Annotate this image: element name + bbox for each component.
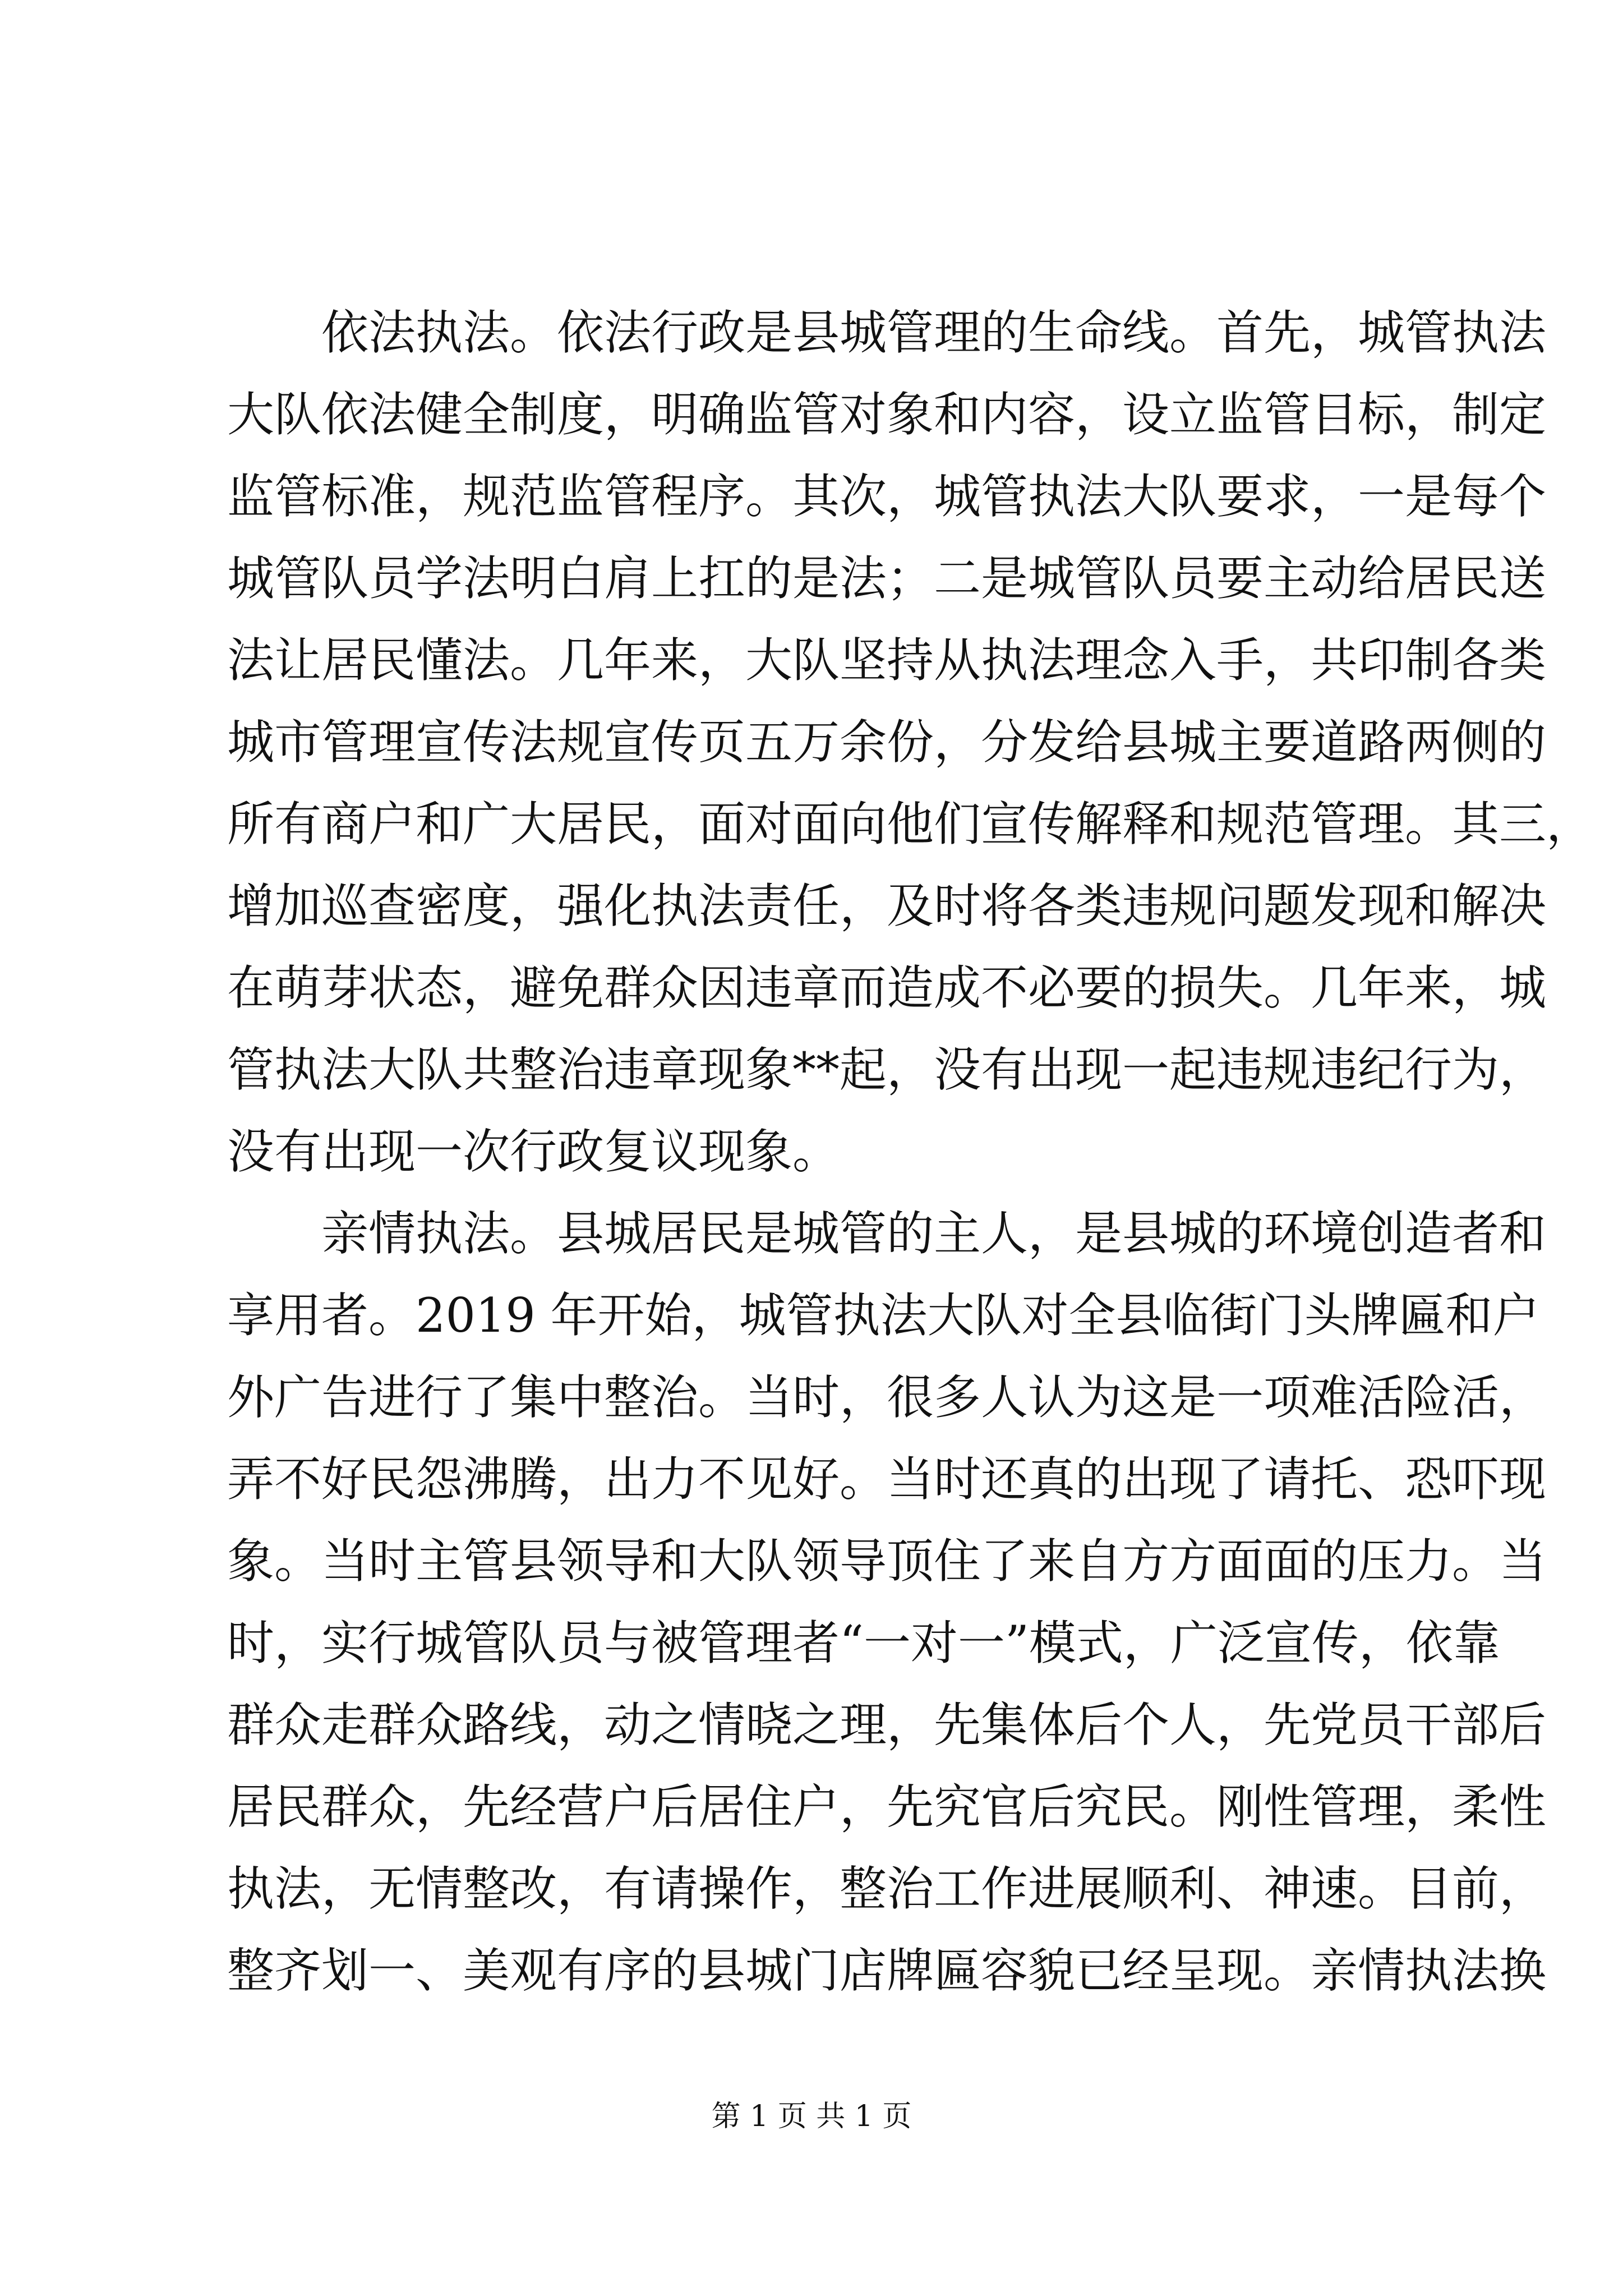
text-line: 享用者。2019 年开始，城管执法大队对全县临街门头牌匾和户 [227, 1288, 1540, 1343]
text-line: 弄不好民怨沸腾，出力不见好。当时还真的出现了请托、恐吓现 [227, 1452, 1547, 1507]
text-line: 时，实行城管队员与被管理者“一对一”模式，广泛宣传，依靠 [227, 1616, 1500, 1671]
text-line: 亲情执法。县城居民是城管的主人，是县城的环境创造者和 [321, 1206, 1547, 1261]
text-line: 管执法大队共整治违章现象**起，没有出现一起违规违纪行为， [227, 1042, 1547, 1097]
text-line: 城市管理宣传法规宣传页五万余份，分发给县城主要道路两侧的 [227, 715, 1547, 770]
text-line: 增加巡查密度，强化执法责任，及时将各类违规问题发现和解决 [227, 878, 1547, 933]
text-line: 外广告进行了集中整治。当时，很多人认为这是一项难活险活， [227, 1370, 1547, 1425]
page-footer: 第 1 页 共 1 页 [711, 2100, 912, 2133]
paragraph-lawful-enforcement [227, 292, 1594, 1193]
text-line: 依法执法。依法行政是县城管理的生命线。首先，城管执法 [321, 305, 1547, 360]
text-line: 大队依法健全制度，明确监管对象和内容，设立监管目标，制定 [227, 387, 1547, 442]
text-line: 法让居民懂法。几年来，大队坚持从执法理念入手，共印制各类 [227, 633, 1547, 688]
document-body [227, 292, 1594, 2012]
text-line: 监管标准，规范监管程序。其次，城管执法大队要求，一是每个 [227, 469, 1547, 524]
text-line: 所有商户和广大居民，面对面向他们宣传解释和规范管理。其三， [227, 797, 1594, 852]
text-line: 没有出现一次行政复议现象。 [227, 1124, 840, 1179]
paragraph-affectionate-enforcement [227, 1193, 1547, 2012]
text-line: 象。当时主管县领导和大队领导顶住了来自方方面面的压力。当 [227, 1534, 1547, 1589]
text-line: 执法，无情整改，有请操作，整治工作进展顺利、神速。目前， [227, 1861, 1547, 1916]
text-line: 群众走群众路线，动之情晓之理，先集体后个人，先党员干部后 [227, 1697, 1547, 1752]
text-line: 在萌芽状态，避免群众因违章而造成不必要的损失。几年来，城 [227, 960, 1547, 1015]
text-line: 居民群众，先经营户后居住户，先究官后究民。刚性管理，柔性 [227, 1779, 1547, 1834]
text-line: 城管队员学法明白肩上扛的是法；二是城管队员要主动给居民送 [227, 551, 1547, 606]
text-line: 整齐划一、美观有序的县城门店牌匾容貌已经呈现。亲情执法换 [227, 1943, 1547, 1998]
